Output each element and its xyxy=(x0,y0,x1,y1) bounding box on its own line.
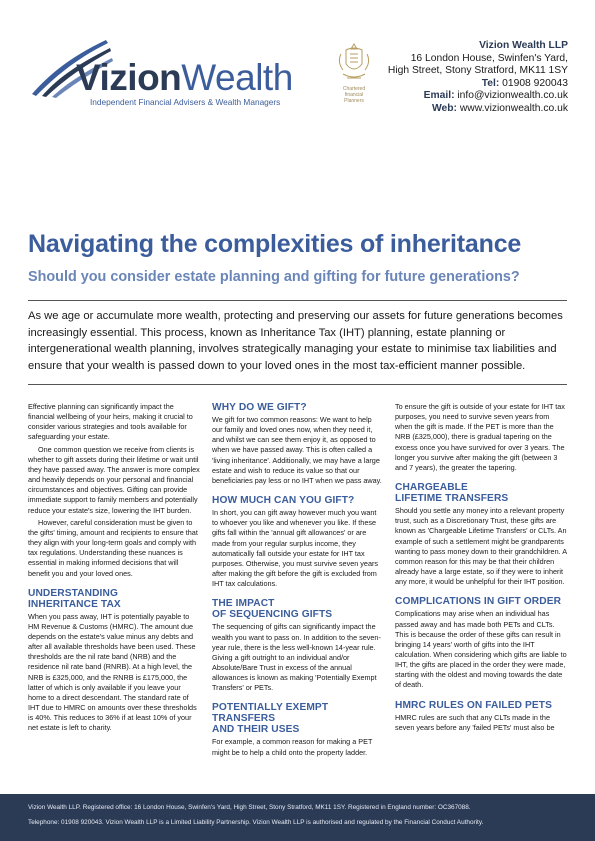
article-title: Navigating the complexities of inheritance xyxy=(28,230,522,258)
section-heading-how-much: HOW MUCH CAN YOU GIFT? xyxy=(212,495,355,507)
divider-top xyxy=(28,300,567,301)
company-name: Vizion Wealth LLP xyxy=(479,40,568,51)
text-column-1 xyxy=(28,402,200,734)
section-heading-clts xyxy=(395,482,567,504)
paragraph: HMRC rules are such that any CLTs made in the seven years before any 'failed PETs' must also be xyxy=(395,712,555,732)
telephone-line xyxy=(388,78,568,91)
heading-line: THE IMPACT xyxy=(212,598,275,610)
section-heading-hmrc-rules: HMRC RULES ON FAILED PETS xyxy=(395,699,553,711)
tel-value: 01908 920043 xyxy=(502,77,568,89)
paragraph: When you pass away, IHT is potentially payable to HM Revenue & Customs (HMRC). The amount due depends on the estate's value minus any debts and after all available thresholds have been used. These thresholds are the nil rate band (NRB) and the residence nil rate band (RNRB). At a high level, the NRB is £325,000, and the RNRB is £175,000, the latter of which is only available if you leave your home to a direct descendant. The standard rate of IHT due to HMRC on amounts over these thresholds is 40%. This reduces to 36% if at least 10% of your net estate is left to charity. xyxy=(28,611,197,733)
heading-line: AND THEIR USES xyxy=(212,724,300,736)
section-heading-sequencing xyxy=(212,598,384,620)
company-contact-block xyxy=(388,40,568,116)
paragraph: Should you settle any money into a relevant property trust, such as a Discretionary Trust, these gifts are known as 'Chargeable Lifetime Transfers' or CLTs. An example of such a settlement might be grandparents wanting to pass money down to their grandchildren. A common reason for this may be that their children already have a large estate, so if they were to inherit any more, it would be unhelpful for their IHT position. xyxy=(395,506,567,587)
address-line-2: High Street, Stony Stratford, MK11 1SY xyxy=(387,65,568,77)
footer-regulation: Telephone: 01908 920043. Vizion Wealth LLP is a Limited Liability Partnership. Vizion Wealth LLP is authorised and regulated by the Financial Conduct Authority. xyxy=(28,819,484,826)
heading-line: UNDERSTANDING xyxy=(28,587,118,599)
paragraph: For example, a common reason for making a PET might be to help a child onto the property ladder. xyxy=(212,737,373,757)
heading-line: POTENTIALLY EXEMPT TRANSFERS xyxy=(212,702,329,725)
logo-name-light: Wealth xyxy=(181,57,293,98)
section-heading-complications: COMPLICATIONS IN GIFT ORDER xyxy=(395,596,562,608)
crest-icon xyxy=(331,40,377,86)
chartered-planners-badge xyxy=(331,40,377,108)
section-heading-pets xyxy=(212,702,384,735)
web-link[interactable]: www.vizionwealth.co.uk xyxy=(459,102,568,114)
logo-wordmark xyxy=(76,58,293,98)
paragraph: One common question we receive from clients is whether to gift assets during their lifetime or wait until they have passed away. The answer is more complex and heavily depends on your personal and financial circumstances and objectives. Gifting can provide immediate support to family members and potentially reduce your estate's size, lowering the IHT burden. xyxy=(28,444,200,515)
footer-bar xyxy=(0,794,595,841)
section-heading-why-gift: WHY DO WE GIFT? xyxy=(212,402,307,413)
paragraph: In short, you can gift away however much you want to whoever you like and whenever you like. If these gifts fall within the 'annual gift allowances' or are made from your regular surplus income, they automatically fall outside your estate for IHT tax purposes. Otherwise, you must survive seven years after making the gift before the gift is excluded from IHT tax calculations. xyxy=(212,508,379,589)
heading-line: CHARGEABLE xyxy=(395,482,468,494)
paragraph: Effective planning can significantly impact the financial wellbeing of your heirs, making it crucial to consider various strategies and tools available for safeguarding your estate. xyxy=(28,402,193,442)
heading-line: INHERITANCE TAX xyxy=(28,598,121,610)
paragraph: To ensure the gift is outside of your estate for IHT tax purposes, you need to survive seven years from when the gift is made. If the PET is more than the NRB (£325,000), there is gradual tapering on the excess once you have survived for over 3 years. The longer you survive after making the gift (between 3 and 7 years), the greater the tapering. xyxy=(395,402,565,472)
text-column-3 xyxy=(395,402,567,733)
article-subtitle: Should you consider estate planning and gifting for future generations? xyxy=(28,269,520,285)
address-line-1: 16 London House, Swinfen's Yard, xyxy=(410,52,568,64)
email-link[interactable]: info@vizionwealth.co.uk xyxy=(457,90,568,102)
heading-line: LIFETIME TRANSFERS xyxy=(395,493,509,505)
web-line xyxy=(388,103,568,116)
logo-name-bold: Vizion xyxy=(76,57,182,98)
vizion-wealth-logo xyxy=(28,36,328,116)
badge-line-3: Planners xyxy=(344,98,364,104)
paragraph: We gift for two common reasons: We want to help our family and loved ones now, when they need it, and whilst we can see them enjoy it, as opposed to when we have passed away. This is often called a 'living inheritance'. Additionally, we may have a large estate and wish to reduce its value so that our beneficiaries pay less or no IHT when we pass away. xyxy=(212,415,382,485)
paragraph: However, careful consideration must be given to the gifts' timing, amount and recipients to ensure that they align with your long-term goals and comply with tax regulations. Understanding these nuances is essential in making informed decisions that will benefit you and your loved ones. xyxy=(28,517,198,578)
paragraph: The sequencing of gifts can significantly impact the wealth you want to pass on. In addition to the seven-year rule, there is the less well-known 14-year rule. Giving a gift outright to an individual and/or Absolute/Bare Trust in excess of the annual allowances is known as making 'Potentially Exempt Transfers' or PETs. xyxy=(212,622,381,693)
web-label: Web: xyxy=(431,102,457,114)
badge-text xyxy=(331,86,377,104)
tel-label: Tel: xyxy=(481,77,500,89)
email-label: Email: xyxy=(423,90,455,102)
article-intro: As we age or accumulate more wealth, protecting and preserving our assets for future generations becomes increasingly essential. This process, known as Inheritance Tax (IHT) planning, estate planning or intergenerational wealth planning, involves strategically managing your estate to minimise tax liabilities and ensure that your wealth is passed down to your loved ones in the most tax-efficient manner possible. xyxy=(28,310,563,372)
divider-bottom xyxy=(28,384,567,385)
badge-line-2: financial xyxy=(344,92,364,98)
section-heading-understanding-iht xyxy=(28,588,200,610)
email-line xyxy=(388,90,568,103)
paragraph: Complications may arise when an individual has passed away and has made both PETs and CLTs. This is because the order of these gifts can result in bringing 14 years' worth of gifts into the IHT calculation. When considering which gifts are liable to IHT, the gifts are placed in the order they were made, starting with the oldest and moving towards the date of death. xyxy=(395,609,567,690)
badge-line-1: Chartered xyxy=(342,86,366,92)
heading-line: OF SEQUENCING GIFTS xyxy=(212,609,333,621)
text-column-2 xyxy=(212,402,384,758)
footer-registration: Vizion Wealth LLP. Registered office: 16 London House, Swinfen's Yard, High Street, Stony Stratford, MK11 1SY. Registered in England number: OC367088. xyxy=(28,804,471,811)
logo-tagline: Independent Financial Advisers & Wealth Managers xyxy=(90,97,281,107)
